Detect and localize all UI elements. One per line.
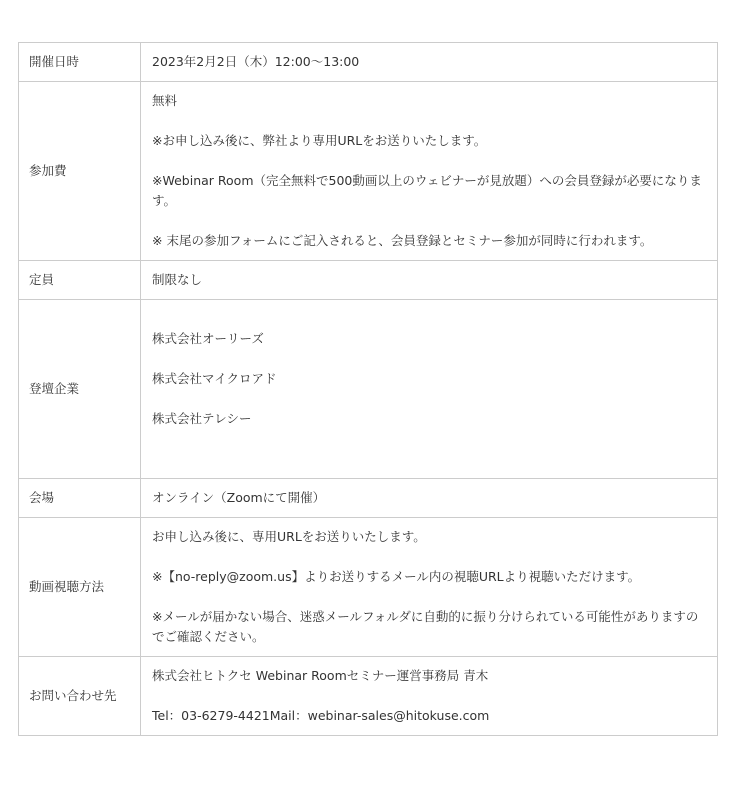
- fee-note-registration: ※Webinar Room（完全無料で500動画以上のウェビナーが見放題）への会員登録が必要になります。: [152, 173, 702, 208]
- label-speakers: 登壇企業: [19, 300, 141, 479]
- table-row-contact: [19, 657, 718, 736]
- table-row-venue: [19, 479, 718, 518]
- speaker-company-2: 株式会社マイクロアド: [152, 371, 277, 386]
- label-fee: 参加費: [19, 82, 141, 261]
- label-datetime: 開催日時: [19, 43, 141, 82]
- contact-office: 株式会社ヒトクセ Webinar Roomセミナー運営事務局 青木: [152, 668, 489, 683]
- value-venue: [141, 479, 718, 518]
- value-capacity: [141, 261, 718, 300]
- value-contact: [141, 657, 718, 736]
- table-row-fee: [19, 82, 718, 261]
- label-capacity: 定員: [19, 261, 141, 300]
- table-row-speakers: [19, 300, 718, 479]
- value-fee: [141, 82, 718, 261]
- speaker-company-1: 株式会社オーリーズ: [152, 331, 264, 346]
- label-venue: 会場: [19, 479, 141, 518]
- table-row-datetime: [19, 43, 718, 82]
- label-viewing: 動画視聴方法: [19, 518, 141, 657]
- capacity-text: 制限なし: [152, 272, 203, 287]
- viewing-note-email: ※【no-reply@zoom.us】よりお送りするメール内の視聴URLより視聴いただけます。: [152, 569, 641, 584]
- fee-text: 無料: [152, 93, 178, 108]
- table-row-capacity: [19, 261, 718, 300]
- datetime-text: 2023年2月2日（木）12:00〜13:00: [152, 54, 360, 69]
- table-row-viewing: [19, 518, 718, 657]
- contact-tel-mail: Tel：03-6279-4421Mail：webinar-sales@hitokuse.com: [152, 708, 490, 723]
- fee-note-form: ※ 末尾の参加フォームにご記入されると、会員登録とセミナー参加が同時に行われます。: [152, 233, 653, 248]
- speaker-company-3: 株式会社テレシー: [152, 411, 252, 426]
- fee-note-url: ※お申し込み後に、弊社より専用URLをお送りいたします。: [152, 133, 487, 148]
- venue-text: オンライン（Zoomにて開催）: [152, 490, 326, 505]
- value-speakers: [141, 300, 718, 479]
- viewing-note-spam: ※メールが届かない場合、迷惑メールフォルダに自動的に振り分けられている可能性がありますのでご確認ください。: [152, 609, 699, 644]
- value-viewing: [141, 518, 718, 657]
- viewing-text: お申し込み後に、専用URLをお送りいたします。: [152, 529, 426, 544]
- value-datetime: [141, 43, 718, 82]
- event-info-table: [18, 42, 718, 736]
- label-contact: お問い合わせ先: [19, 657, 141, 736]
